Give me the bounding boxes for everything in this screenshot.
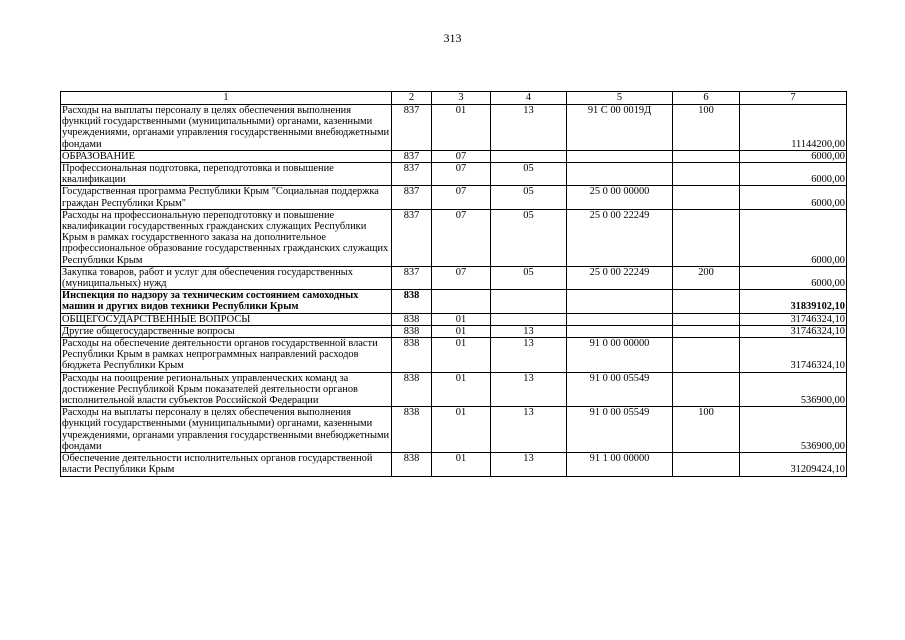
target-article-cell (567, 290, 673, 313)
column-header: 6 (673, 92, 740, 105)
target-article-cell (567, 325, 673, 337)
ved-code-cell: 838 (392, 407, 432, 453)
section-code-cell: 07 (432, 209, 491, 266)
subsection-code-cell: 13 (491, 372, 567, 407)
row-name-cell: Расходы на выплаты персоналу в целях обеспечения выполнения функций государственными (муниципальными) органами, казенными учреждениями, органами управления государственными внебюджетными фондами (61, 407, 392, 453)
expense-type-cell (673, 325, 740, 337)
target-article-cell (567, 313, 673, 325)
row-name-cell: Закупка товаров, работ и услуг для обеспечения государственных (муниципальных) нужд (61, 266, 392, 289)
ved-code-cell: 837 (392, 163, 432, 186)
table-row (61, 150, 847, 162)
target-article-cell: 91 С 00 0019Д (567, 105, 673, 151)
section-code-cell: 07 (432, 163, 491, 186)
section-code-cell: 07 (432, 266, 491, 289)
subsection-code-cell: 13 (491, 325, 567, 337)
ved-code-cell: 838 (392, 372, 432, 407)
amount-cell: 31746324,10 (740, 338, 847, 373)
subsection-code-cell: 13 (491, 105, 567, 151)
row-name-cell: Профессиональная подготовка, переподготовка и повышение квалификации (61, 163, 392, 186)
amount-cell: 6000,00 (740, 163, 847, 186)
column-header: 1 (61, 92, 392, 105)
expense-type-cell (673, 372, 740, 407)
expense-type-cell: 100 (673, 105, 740, 151)
page-number: 313 (443, 31, 462, 45)
subsection-code-cell: 05 (491, 186, 567, 209)
ved-code-cell: 838 (392, 313, 432, 325)
subsection-code-cell: 13 (491, 453, 567, 476)
budget-table (60, 91, 847, 477)
section-code-cell: 01 (432, 105, 491, 151)
amount-cell: 31839102,10 (740, 290, 847, 313)
header-row (61, 92, 847, 105)
amount-cell: 31746324,10 (740, 325, 847, 337)
target-article-cell: 25 0 00 22249 (567, 266, 673, 289)
table-row (61, 372, 847, 407)
expense-type-cell: 200 (673, 266, 740, 289)
column-header: 5 (567, 92, 673, 105)
table-row (61, 338, 847, 373)
row-name-cell: Другие общегосударственные вопросы (61, 325, 392, 337)
amount-cell: 31209424,10 (740, 453, 847, 476)
amount-cell: 6000,00 (740, 266, 847, 289)
table-row (61, 105, 847, 151)
amount-cell: 11144200,00 (740, 105, 847, 151)
table-row (61, 313, 847, 325)
ved-code-cell: 838 (392, 290, 432, 313)
row-name-cell: ОБЩЕГОСУДАРСТВЕННЫЕ ВОПРОСЫ (61, 313, 392, 325)
amount-cell: 536900,00 (740, 372, 847, 407)
row-name-cell: Расходы на обеспечение деятельности органов государственной власти Республики Крым в рамках непрограммных направлений расходов бюджета Республики Крым (61, 338, 392, 373)
subsection-code-cell: 05 (491, 266, 567, 289)
subsection-code-cell (491, 290, 567, 313)
amount-cell: 536900,00 (740, 407, 847, 453)
table-row (61, 266, 847, 289)
ved-code-cell: 838 (392, 338, 432, 373)
ved-code-cell: 838 (392, 453, 432, 476)
column-header: 3 (432, 92, 491, 105)
subsection-code-cell: 05 (491, 163, 567, 186)
section-code-cell: 01 (432, 407, 491, 453)
subsection-code-cell (491, 313, 567, 325)
row-name-cell: ОБРАЗОВАНИЕ (61, 150, 392, 162)
column-header: 4 (491, 92, 567, 105)
expense-type-cell (673, 150, 740, 162)
row-name-cell: Инспекция по надзору за техническим состоянием самоходных машин и других видов техники Республики Крым (61, 290, 392, 313)
amount-cell: 6000,00 (740, 186, 847, 209)
row-name-cell: Обеспечение деятельности исполнительных органов государственной власти Республики Крым (61, 453, 392, 476)
amount-cell: 31746324,10 (740, 313, 847, 325)
table-row (61, 209, 847, 266)
table-row (61, 163, 847, 186)
ved-code-cell: 837 (392, 186, 432, 209)
row-name-cell: Расходы на профессиональную переподготовку и повышение квалификации государственных гражданских служащих Республики Крым в рамках государственного заказа на дополнительное профессиональное образование государственных гражданских служащих Республики Крым (61, 209, 392, 266)
target-article-cell: 91 0 00 05549 (567, 407, 673, 453)
subsection-code-cell: 05 (491, 209, 567, 266)
section-code-cell (432, 290, 491, 313)
section-code-cell: 07 (432, 186, 491, 209)
table-body (61, 105, 847, 477)
table-row (61, 453, 847, 476)
subsection-code-cell: 13 (491, 407, 567, 453)
column-header: 2 (392, 92, 432, 105)
ved-code-cell: 837 (392, 209, 432, 266)
row-name-cell: Государственная программа Республики Крым "Социальная поддержка граждан Республики Крым" (61, 186, 392, 209)
section-code-cell: 01 (432, 372, 491, 407)
table-row (61, 186, 847, 209)
section-code-cell: 01 (432, 338, 491, 373)
row-name-cell: Расходы на поощрение региональных управленческих команд за достижение Республикой Крым показателей деятельности органов исполнительной власти субъектов Российской Федерации (61, 372, 392, 407)
target-article-cell (567, 150, 673, 162)
target-article-cell (567, 163, 673, 186)
table-row (61, 407, 847, 453)
target-article-cell: 25 0 00 22249 (567, 209, 673, 266)
expense-type-cell (673, 290, 740, 313)
ved-code-cell: 837 (392, 266, 432, 289)
expense-type-cell (673, 338, 740, 373)
row-name-cell: Расходы на выплаты персоналу в целях обеспечения выполнения функций государственными (муниципальными) органами, казенными учреждениями, органами управления государственными внебюджетными фондами (61, 105, 392, 151)
section-code-cell: 01 (432, 453, 491, 476)
section-code-cell: 01 (432, 313, 491, 325)
table-row (61, 325, 847, 337)
target-article-cell: 25 0 00 00000 (567, 186, 673, 209)
section-code-cell: 07 (432, 150, 491, 162)
ved-code-cell: 837 (392, 105, 432, 151)
expense-type-cell (673, 209, 740, 266)
expense-type-cell (673, 453, 740, 476)
target-article-cell: 91 0 00 00000 (567, 338, 673, 373)
amount-cell: 6000,00 (740, 209, 847, 266)
expense-type-cell (673, 313, 740, 325)
expense-type-cell (673, 186, 740, 209)
expense-type-cell: 100 (673, 407, 740, 453)
target-article-cell: 91 1 00 00000 (567, 453, 673, 476)
target-article-cell: 91 0 00 05549 (567, 372, 673, 407)
expense-type-cell (673, 163, 740, 186)
amount-cell: 6000,00 (740, 150, 847, 162)
ved-code-cell: 837 (392, 150, 432, 162)
table-row (61, 290, 847, 313)
subsection-code-cell: 13 (491, 338, 567, 373)
subsection-code-cell (491, 150, 567, 162)
column-header: 7 (740, 92, 847, 105)
ved-code-cell: 838 (392, 325, 432, 337)
section-code-cell: 01 (432, 325, 491, 337)
